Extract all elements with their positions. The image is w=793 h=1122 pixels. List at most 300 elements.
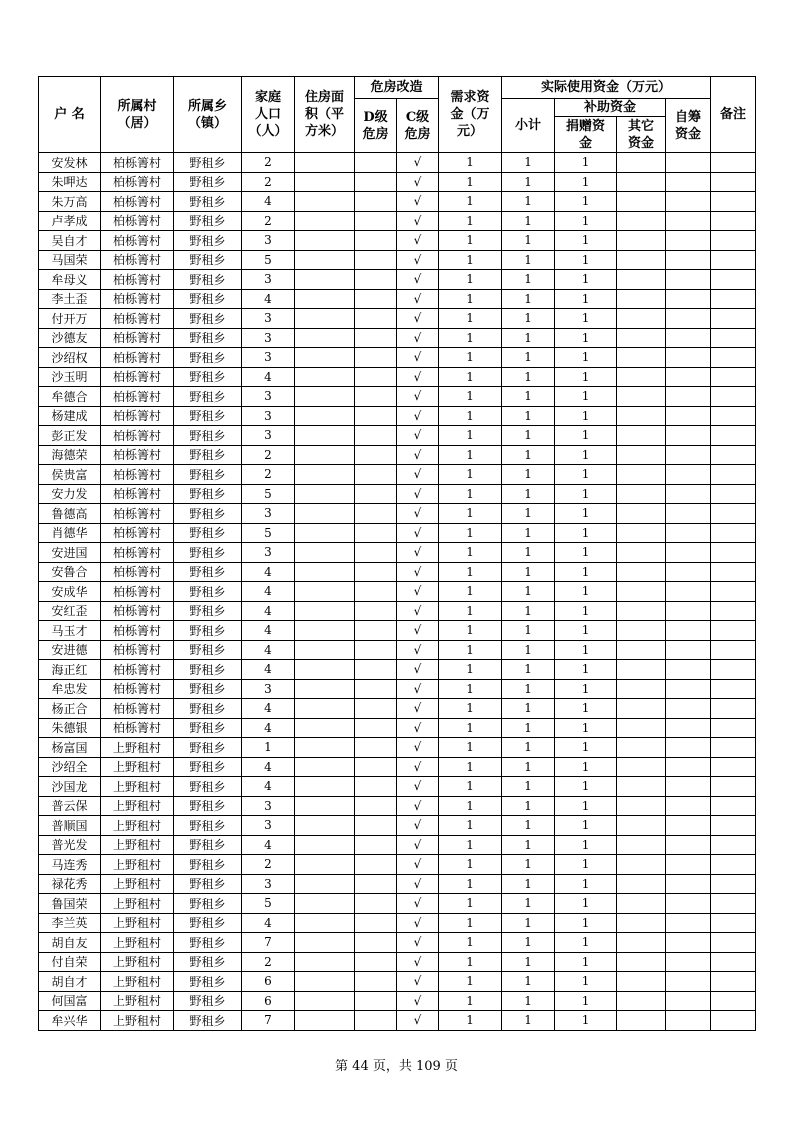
- cell-c-level: √: [397, 172, 439, 192]
- cell-need: 1: [439, 172, 502, 192]
- cell-name: 鲁国荣: [39, 894, 101, 914]
- cell-area: [295, 309, 355, 329]
- household-table: [38, 76, 756, 1031]
- table-row: [39, 484, 756, 504]
- table-row: [39, 855, 756, 875]
- cell-village: 柏栎箐村: [101, 367, 174, 387]
- cell-self: [666, 933, 711, 953]
- table-row: [39, 289, 756, 309]
- cell-pop: 4: [242, 835, 295, 855]
- table-row: [39, 699, 756, 719]
- cell-subtotal: 1: [502, 426, 555, 446]
- cell-area: [295, 445, 355, 465]
- cell-town: 野租乡: [174, 250, 242, 270]
- cell-c-level: √: [397, 582, 439, 602]
- cell-c-level: √: [397, 250, 439, 270]
- cell-village: 柏栎箐村: [101, 250, 174, 270]
- cell-c-level: √: [397, 738, 439, 758]
- cell-need: 1: [439, 991, 502, 1011]
- cell-village: 上野租村: [101, 913, 174, 933]
- cell-need: 1: [439, 231, 502, 251]
- cell-name: 牟德合: [39, 387, 101, 407]
- cell-town: 野租乡: [174, 367, 242, 387]
- cell-donate: 1: [555, 991, 617, 1011]
- cell-area: [295, 699, 355, 719]
- cell-village: 柏栎箐村: [101, 387, 174, 407]
- cell-area: [295, 504, 355, 524]
- table-row: [39, 309, 756, 329]
- cell-remark: [711, 777, 756, 797]
- cell-self: [666, 601, 711, 621]
- cell-remark: [711, 718, 756, 738]
- cell-area: [295, 679, 355, 699]
- cell-c-level: √: [397, 601, 439, 621]
- table-row: [39, 543, 756, 563]
- cell-remark: [711, 913, 756, 933]
- cell-name: 普云保: [39, 796, 101, 816]
- cell-subtotal: 1: [502, 913, 555, 933]
- cell-c-level: √: [397, 699, 439, 719]
- cell-c-level: √: [397, 465, 439, 485]
- cell-village: 柏栎箐村: [101, 582, 174, 602]
- cell-remark: [711, 153, 756, 173]
- cell-d-level: [355, 660, 397, 680]
- cell-town: 野租乡: [174, 718, 242, 738]
- cell-name: 李兰英: [39, 913, 101, 933]
- cell-town: 野租乡: [174, 640, 242, 660]
- cell-d-level: [355, 562, 397, 582]
- cell-remark: [711, 367, 756, 387]
- cell-village: 柏栎箐村: [101, 601, 174, 621]
- cell-other: [617, 660, 666, 680]
- cell-name: 安鲁合: [39, 562, 101, 582]
- cell-donate: 1: [555, 367, 617, 387]
- cell-need: 1: [439, 406, 502, 426]
- cell-c-level: √: [397, 640, 439, 660]
- cell-area: [295, 738, 355, 758]
- cell-name: 牟忠发: [39, 679, 101, 699]
- cell-pop: 4: [242, 660, 295, 680]
- cell-pop: 3: [242, 348, 295, 368]
- cell-area: [295, 465, 355, 485]
- cell-remark: [711, 562, 756, 582]
- cell-remark: [711, 796, 756, 816]
- cell-donate: 1: [555, 426, 617, 446]
- cell-need: 1: [439, 367, 502, 387]
- cell-other: [617, 796, 666, 816]
- cell-area: [295, 172, 355, 192]
- cell-other: [617, 718, 666, 738]
- cell-area: [295, 816, 355, 836]
- cell-village: 柏栎箐村: [101, 718, 174, 738]
- cell-self: [666, 621, 711, 641]
- cell-other: [617, 250, 666, 270]
- cell-town: 野租乡: [174, 1011, 242, 1031]
- cell-subtotal: 1: [502, 640, 555, 660]
- cell-area: [295, 289, 355, 309]
- cell-donate: 1: [555, 874, 617, 894]
- cell-area: [295, 874, 355, 894]
- cell-other: [617, 504, 666, 524]
- cell-d-level: [355, 874, 397, 894]
- cell-pop: 3: [242, 387, 295, 407]
- cell-subtotal: 1: [502, 699, 555, 719]
- cell-donate: 1: [555, 660, 617, 680]
- cell-pop: 3: [242, 679, 295, 699]
- cell-village: 上野租村: [101, 952, 174, 972]
- cell-remark: [711, 250, 756, 270]
- table-row: [39, 270, 756, 290]
- cell-other: [617, 874, 666, 894]
- cell-d-level: [355, 523, 397, 543]
- cell-self: [666, 640, 711, 660]
- cell-donate: 1: [555, 777, 617, 797]
- cell-d-level: [355, 835, 397, 855]
- table-row: [39, 1011, 756, 1031]
- cell-subtotal: 1: [502, 289, 555, 309]
- cell-need: 1: [439, 1011, 502, 1031]
- cell-d-level: [355, 855, 397, 875]
- cell-town: 野租乡: [174, 679, 242, 699]
- cell-other: [617, 465, 666, 485]
- cell-remark: [711, 231, 756, 251]
- cell-name: 沙德友: [39, 328, 101, 348]
- cell-name: 安成华: [39, 582, 101, 602]
- cell-c-level: √: [397, 289, 439, 309]
- cell-area: [295, 231, 355, 251]
- cell-pop: 4: [242, 582, 295, 602]
- cell-subtotal: 1: [502, 601, 555, 621]
- table-row: [39, 523, 756, 543]
- cell-remark: [711, 543, 756, 563]
- cell-donate: 1: [555, 211, 617, 231]
- cell-town: 野租乡: [174, 192, 242, 212]
- cell-c-level: √: [397, 796, 439, 816]
- table-row: [39, 640, 756, 660]
- cell-need: 1: [439, 270, 502, 290]
- cell-donate: 1: [555, 855, 617, 875]
- cell-c-level: √: [397, 192, 439, 212]
- cell-donate: 1: [555, 738, 617, 758]
- table-row: [39, 348, 756, 368]
- cell-d-level: [355, 640, 397, 660]
- cell-town: 野租乡: [174, 835, 242, 855]
- cell-donate: 1: [555, 816, 617, 836]
- cell-self: [666, 816, 711, 836]
- header-area: 住房面 积（平 方米）: [295, 77, 355, 153]
- cell-town: 野租乡: [174, 972, 242, 992]
- cell-other: [617, 757, 666, 777]
- cell-other: [617, 211, 666, 231]
- cell-other: [617, 328, 666, 348]
- cell-c-level: √: [397, 426, 439, 446]
- cell-remark: [711, 211, 756, 231]
- cell-other: [617, 894, 666, 914]
- cell-self: [666, 777, 711, 797]
- cell-donate: 1: [555, 699, 617, 719]
- cell-other: [617, 738, 666, 758]
- cell-area: [295, 601, 355, 621]
- cell-need: 1: [439, 465, 502, 485]
- cell-area: [295, 348, 355, 368]
- cell-d-level: [355, 270, 397, 290]
- table-row: [39, 874, 756, 894]
- cell-need: 1: [439, 757, 502, 777]
- cell-c-level: √: [397, 679, 439, 699]
- cell-need: 1: [439, 913, 502, 933]
- cell-town: 野租乡: [174, 348, 242, 368]
- cell-donate: 1: [555, 679, 617, 699]
- cell-village: 柏栎箐村: [101, 426, 174, 446]
- cell-need: 1: [439, 250, 502, 270]
- cell-area: [295, 562, 355, 582]
- table-row: [39, 153, 756, 173]
- table-row: [39, 562, 756, 582]
- cell-village: 上野租村: [101, 991, 174, 1011]
- cell-village: 柏栎箐村: [101, 562, 174, 582]
- cell-donate: 1: [555, 406, 617, 426]
- cell-area: [295, 855, 355, 875]
- cell-pop: 5: [242, 250, 295, 270]
- cell-d-level: [355, 913, 397, 933]
- cell-town: 野租乡: [174, 153, 242, 173]
- cell-donate: 1: [555, 835, 617, 855]
- cell-c-level: √: [397, 562, 439, 582]
- cell-self: [666, 913, 711, 933]
- cell-subtotal: 1: [502, 543, 555, 563]
- cell-subtotal: 1: [502, 231, 555, 251]
- table-row: [39, 913, 756, 933]
- cell-other: [617, 523, 666, 543]
- cell-pop: 5: [242, 484, 295, 504]
- cell-donate: 1: [555, 309, 617, 329]
- cell-need: 1: [439, 601, 502, 621]
- cell-name: 沙国龙: [39, 777, 101, 797]
- cell-village: 柏栎箐村: [101, 270, 174, 290]
- cell-village: 柏栎箐村: [101, 192, 174, 212]
- header-town: 所属乡 （镇）: [174, 77, 242, 153]
- cell-village: 柏栎箐村: [101, 699, 174, 719]
- cell-need: 1: [439, 777, 502, 797]
- cell-subtotal: 1: [502, 660, 555, 680]
- cell-town: 野租乡: [174, 406, 242, 426]
- cell-d-level: [355, 543, 397, 563]
- cell-town: 野租乡: [174, 582, 242, 602]
- cell-area: [295, 835, 355, 855]
- cell-subtotal: 1: [502, 933, 555, 953]
- cell-town: 野租乡: [174, 952, 242, 972]
- cell-village: 上野租村: [101, 816, 174, 836]
- cell-pop: 6: [242, 972, 295, 992]
- cell-name: 杨正合: [39, 699, 101, 719]
- table-row: [39, 328, 756, 348]
- cell-other: [617, 289, 666, 309]
- cell-donate: 1: [555, 562, 617, 582]
- cell-self: [666, 211, 711, 231]
- cell-area: [295, 328, 355, 348]
- cell-town: 野租乡: [174, 855, 242, 875]
- cell-town: 野租乡: [174, 504, 242, 524]
- cell-self: [666, 660, 711, 680]
- cell-c-level: √: [397, 718, 439, 738]
- table-row: [39, 445, 756, 465]
- table-row: [39, 660, 756, 680]
- cell-subtotal: 1: [502, 1011, 555, 1031]
- cell-need: 1: [439, 211, 502, 231]
- cell-pop: 4: [242, 367, 295, 387]
- cell-d-level: [355, 679, 397, 699]
- cell-name: 胡自才: [39, 972, 101, 992]
- cell-subtotal: 1: [502, 153, 555, 173]
- cell-subtotal: 1: [502, 874, 555, 894]
- cell-area: [295, 582, 355, 602]
- cell-c-level: √: [397, 777, 439, 797]
- cell-name: 安发林: [39, 153, 101, 173]
- cell-remark: [711, 874, 756, 894]
- cell-d-level: [355, 757, 397, 777]
- cell-town: 野租乡: [174, 328, 242, 348]
- cell-need: 1: [439, 972, 502, 992]
- header-subtotal: 小计: [502, 99, 555, 153]
- cell-subtotal: 1: [502, 796, 555, 816]
- cell-d-level: [355, 777, 397, 797]
- cell-town: 野租乡: [174, 796, 242, 816]
- cell-name: 付自荣: [39, 952, 101, 972]
- cell-subtotal: 1: [502, 367, 555, 387]
- cell-subtotal: 1: [502, 484, 555, 504]
- cell-town: 野租乡: [174, 543, 242, 563]
- cell-village: 柏栎箐村: [101, 309, 174, 329]
- cell-village: 上野租村: [101, 874, 174, 894]
- table-row: [39, 894, 756, 914]
- cell-village: 柏栎箐村: [101, 328, 174, 348]
- cell-donate: 1: [555, 465, 617, 485]
- cell-donate: 1: [555, 484, 617, 504]
- cell-d-level: [355, 504, 397, 524]
- cell-c-level: √: [397, 894, 439, 914]
- cell-remark: [711, 172, 756, 192]
- cell-remark: [711, 816, 756, 836]
- table-row: [39, 192, 756, 212]
- cell-other: [617, 816, 666, 836]
- cell-name: 李土歪: [39, 289, 101, 309]
- cell-area: [295, 757, 355, 777]
- cell-pop: 7: [242, 1011, 295, 1031]
- cell-town: 野租乡: [174, 211, 242, 231]
- cell-c-level: √: [397, 387, 439, 407]
- cell-town: 野租乡: [174, 465, 242, 485]
- cell-donate: 1: [555, 796, 617, 816]
- cell-subtotal: 1: [502, 172, 555, 192]
- cell-remark: [711, 991, 756, 1011]
- cell-name: 朱呷达: [39, 172, 101, 192]
- cell-d-level: [355, 972, 397, 992]
- cell-need: 1: [439, 348, 502, 368]
- table-row: [39, 952, 756, 972]
- cell-area: [295, 406, 355, 426]
- cell-name: 安红歪: [39, 601, 101, 621]
- cell-d-level: [355, 601, 397, 621]
- cell-donate: 1: [555, 933, 617, 953]
- cell-village: 柏栎箐村: [101, 211, 174, 231]
- cell-name: 吴自才: [39, 231, 101, 251]
- cell-need: 1: [439, 718, 502, 738]
- cell-area: [295, 991, 355, 1011]
- cell-d-level: [355, 484, 397, 504]
- table-row: [39, 504, 756, 524]
- cell-other: [617, 192, 666, 212]
- cell-need: 1: [439, 523, 502, 543]
- table-row: [39, 933, 756, 953]
- cell-remark: [711, 621, 756, 641]
- cell-need: 1: [439, 289, 502, 309]
- cell-other: [617, 445, 666, 465]
- cell-subtotal: 1: [502, 250, 555, 270]
- cell-c-level: √: [397, 913, 439, 933]
- cell-area: [295, 660, 355, 680]
- cell-name: 安进国: [39, 543, 101, 563]
- cell-other: [617, 153, 666, 173]
- cell-self: [666, 328, 711, 348]
- cell-d-level: [355, 933, 397, 953]
- cell-area: [295, 192, 355, 212]
- cell-self: [666, 231, 711, 251]
- cell-village: 柏栎箐村: [101, 484, 174, 504]
- header-name: 户 名: [39, 77, 101, 153]
- cell-town: 野租乡: [174, 289, 242, 309]
- cell-name: 安进德: [39, 640, 101, 660]
- header-donate: 捐赠资 金: [555, 117, 617, 153]
- cell-other: [617, 484, 666, 504]
- cell-name: 牟兴华: [39, 1011, 101, 1031]
- table-row: [39, 231, 756, 251]
- cell-self: [666, 991, 711, 1011]
- cell-village: 柏栎箐村: [101, 621, 174, 641]
- cell-need: 1: [439, 328, 502, 348]
- cell-pop: 4: [242, 640, 295, 660]
- header-pop: 家庭 人口 （人）: [242, 77, 295, 153]
- cell-pop: 3: [242, 328, 295, 348]
- cell-need: 1: [439, 387, 502, 407]
- cell-other: [617, 621, 666, 641]
- cell-town: 野租乡: [174, 309, 242, 329]
- table-row: [39, 406, 756, 426]
- cell-remark: [711, 406, 756, 426]
- cell-d-level: [355, 1011, 397, 1031]
- table-row: [39, 387, 756, 407]
- cell-name: 普顺国: [39, 816, 101, 836]
- cell-d-level: [355, 621, 397, 641]
- cell-c-level: √: [397, 270, 439, 290]
- cell-name: 牟母义: [39, 270, 101, 290]
- cell-town: 野租乡: [174, 426, 242, 446]
- cell-donate: 1: [555, 582, 617, 602]
- cell-c-level: √: [397, 406, 439, 426]
- cell-subtotal: 1: [502, 192, 555, 212]
- cell-area: [295, 894, 355, 914]
- cell-village: 柏栎箐村: [101, 523, 174, 543]
- cell-need: 1: [439, 835, 502, 855]
- cell-need: 1: [439, 192, 502, 212]
- cell-d-level: [355, 367, 397, 387]
- cell-village: 上野租村: [101, 757, 174, 777]
- cell-donate: 1: [555, 913, 617, 933]
- cell-d-level: [355, 445, 397, 465]
- cell-c-level: √: [397, 621, 439, 641]
- cell-subtotal: 1: [502, 445, 555, 465]
- cell-self: [666, 796, 711, 816]
- cell-name: 彭正发: [39, 426, 101, 446]
